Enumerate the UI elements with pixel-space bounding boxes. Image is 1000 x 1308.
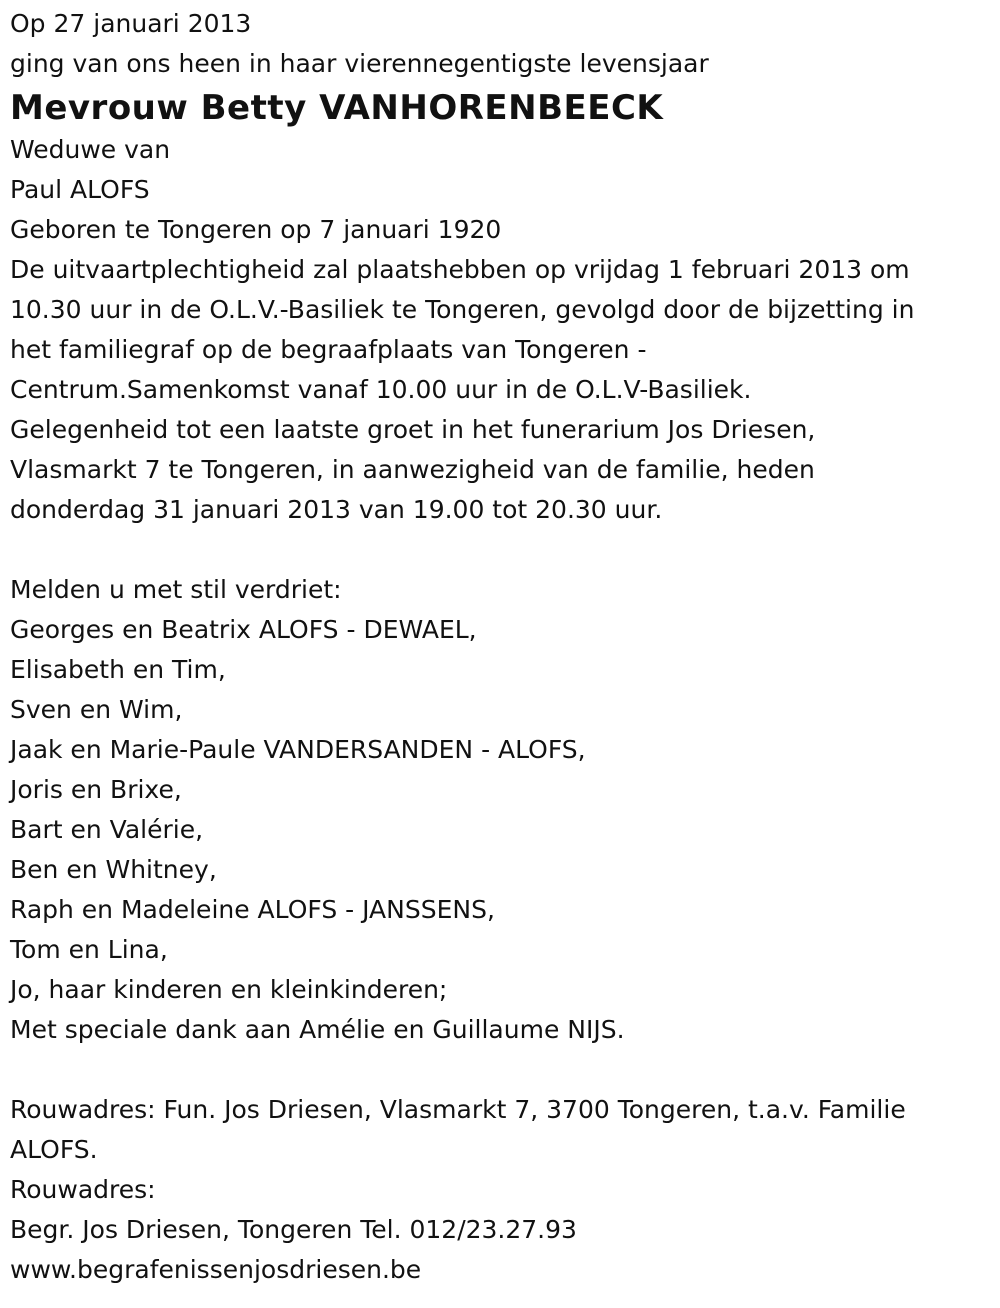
spouse-name: Paul ALOFS [10, 175, 150, 204]
ceremony-line: Centrum.Samenkomst vanaf 10.00 uur in de O.L.V-Basiliek. [10, 375, 752, 404]
contact-details [10, 1090, 990, 1290]
birth-line: Geboren te Tongeren op 7 januari 1920 [10, 215, 502, 244]
ceremony-line: De uitvaartplechtigheid zal plaatshebben op vrijdag 1 februari 2013 om [10, 255, 910, 284]
website-line: www.begrafenissenjosdriesen.be [10, 1255, 422, 1284]
ceremony-line: donderdag 31 januari 2013 van 19.00 tot 20.30 uur. [10, 495, 663, 524]
age-line: ging van ons heen in haar vierennegentigste levensjaar [10, 49, 709, 78]
widow-of-label: Weduwe van [10, 135, 171, 164]
family-member: Jo, haar kinderen en kleinkinderen; [10, 975, 448, 1004]
section-spacer [10, 530, 990, 570]
family-member: Ben en Whitney, [10, 855, 217, 884]
family-member: Met speciale dank aan Amélie en Guillaume NIJS. [10, 1015, 625, 1044]
family-intro: Melden u met stil verdriet: [10, 575, 342, 604]
ceremony-line: 10.30 uur in de O.L.V.-Basiliek te Tongeren, gevolgd door de bijzetting in [10, 295, 915, 324]
deceased-name: Mevrouw Betty VANHORENBEECK [10, 88, 664, 128]
family-member: Tom en Lina, [10, 935, 168, 964]
family-member: Georges en Beatrix ALOFS - DEWAEL, [10, 615, 477, 644]
family-member: Jaak en Marie-Paule VANDERSANDEN - ALOFS, [10, 735, 586, 764]
section-spacer [10, 1050, 990, 1090]
contact-line: ALOFS. [10, 1135, 98, 1164]
ceremony-line: Gelegenheid tot een laatste groet in het funerarium Jos Driesen, [10, 415, 816, 444]
ceremony-details [10, 250, 990, 530]
family-member: Bart en Valérie, [10, 815, 204, 844]
family-member: Raph en Madeleine ALOFS - JANSSENS, [10, 895, 495, 924]
ceremony-line: Vlasmarkt 7 te Tongeren, in aanwezigheid van de familie, heden [10, 455, 815, 484]
contact-line: Rouwadres: [10, 1175, 156, 1204]
contact-line: Begr. Jos Driesen, Tongeren Tel. 012/23.27.93 [10, 1215, 577, 1244]
family-list [10, 570, 990, 1050]
contact-line: Rouwadres: Fun. Jos Driesen, Vlasmarkt 7, 3700 Tongeren, t.a.v. Familie [10, 1095, 906, 1124]
family-member: Joris en Brixe, [10, 775, 182, 804]
death-date-line: Op 27 januari 2013 [10, 9, 252, 38]
obituary-notice [10, 4, 990, 1290]
family-member: Sven en Wim, [10, 695, 183, 724]
family-member: Elisabeth en Tim, [10, 655, 226, 684]
ceremony-line: het familiegraf op de begraafplaats van Tongeren - [10, 335, 647, 364]
